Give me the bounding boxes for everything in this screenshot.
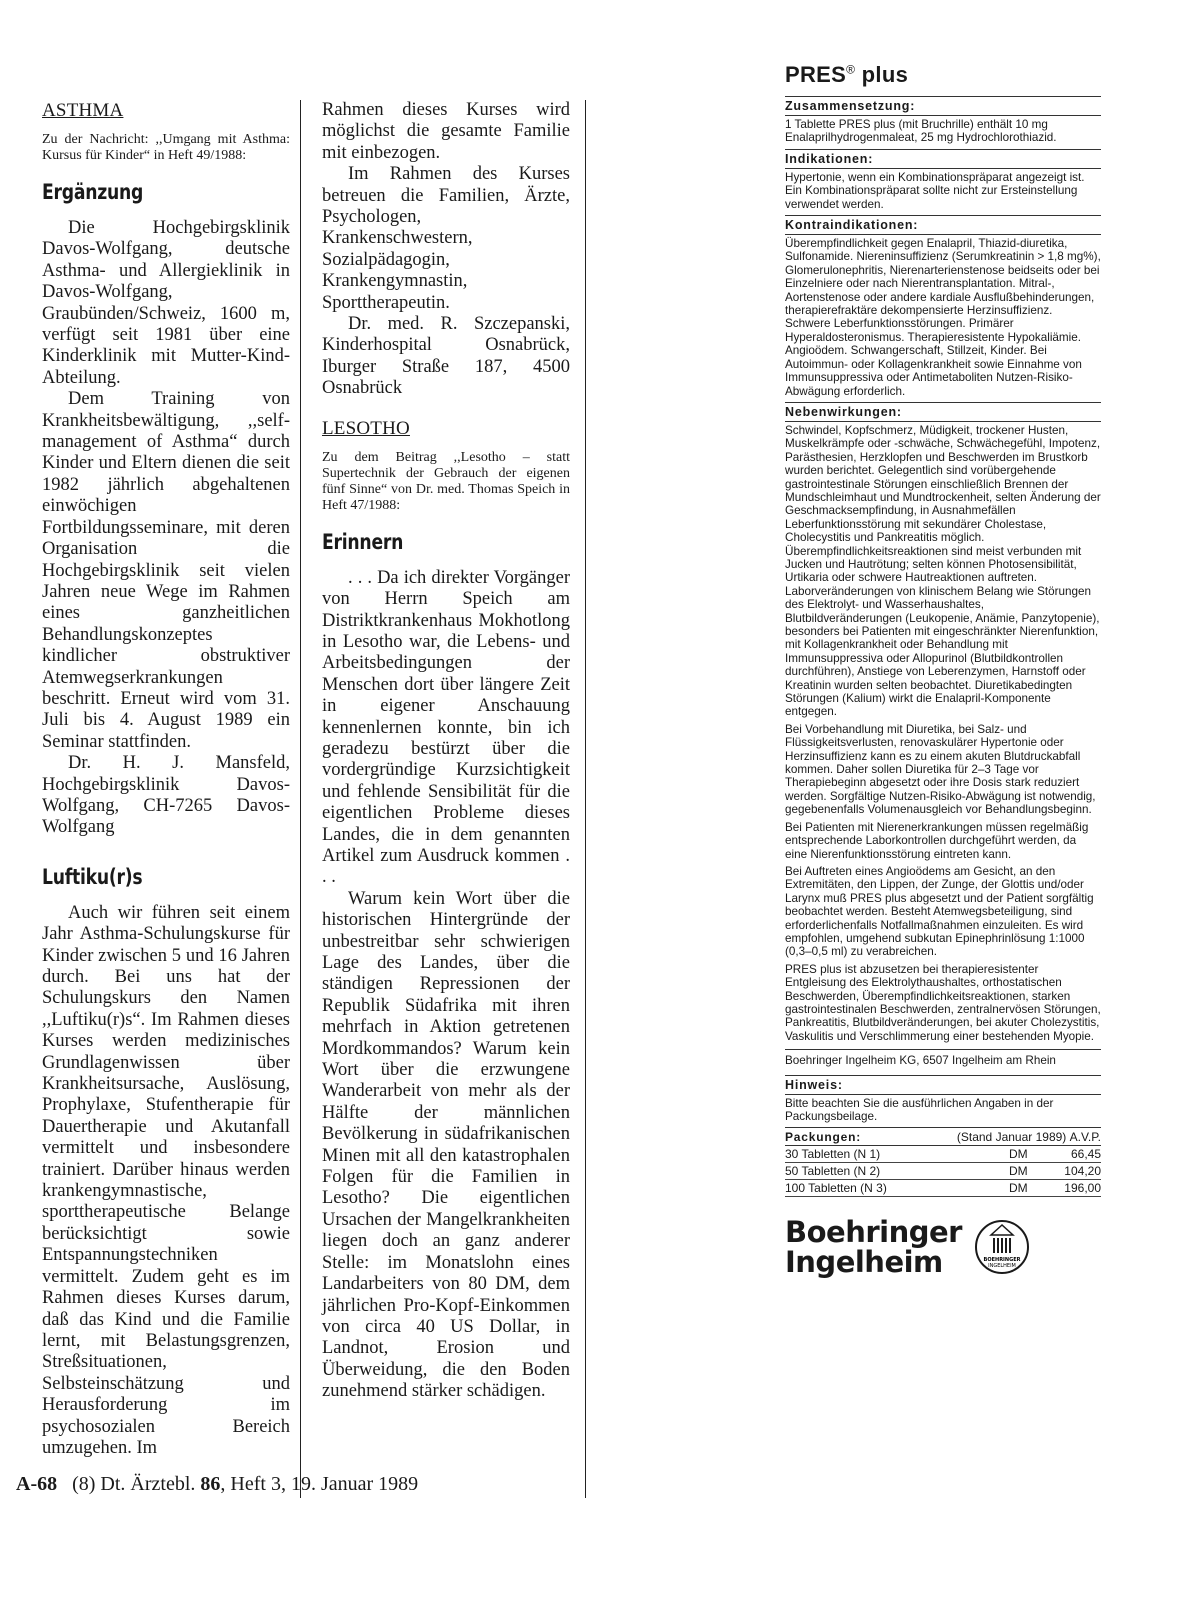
section-kontraindikationen: Kontraindikationen: Überempfindlichkeit gegen Enalapril, Thiazid-diuretika, Sulfonamide. Niereninsuffizienz (Serumkreatinin > 1,8 mg%), Glomerulonephritis, Nierenarterienstenose beidseits oder bei Einzelniere oder nach Nierentransplantation. Mitral-, Aortenstenose oder andere kardiale Ausflußbehinderungen, therapierefraktäre dekompensierte Herzinsuffizienz. Schwere Leberfunktionsstörungen. Primärer Hyperaldosteronismus. Therapieresistente Hypokaliämie. Angioödem. Schwangerschaft, Stillzeit, Kinder. Bei Autoimmun- oder Kollagenkrankheit sowie Einnahme von Immunsuppressiva oder Antimetaboliten Nutzen-Risiko-Abwägung erforderlich.	[785, 215, 1101, 398]
paragraph: Warum kein Wort über die historischen Hintergründe der unbestreitbar sehr schwierigen Lage des Landes, über die ständigen Repressionen der Republik Südafrika mit ihren mehrfach in Aktion getretenen Mordkommandos? Warum kein Wort über die erzwungene Wanderarbeit von mehr als der Hälfte der männlichen Bevölkerung in südafrikanischen Minen mit all den katastrophalen Folgen für die Familien in Lesotho? Die eigentlichen Ursachen der Mangelkrankheiten liegen doch an ganz anderer Stelle: im Monatslohn eines Landarbeiters von 80 DM, dem jährlichen Pro-Kopf-Einkommen von circa 40 US Dollar, in Landnot, Erosion und Überweidung, die den Boden zunehmend stärker schädigen.	[322, 888, 570, 1402]
logo-text-line1: Boehringer	[785, 1215, 962, 1250]
company-line: Boehringer Ingelheim KG, 6507 Ingelheim am Rhein	[785, 1049, 1101, 1071]
warning-paragraph: PRES plus ist abzusetzen bei therapieresistenter Entgleisung des Elektrolythaushaltes, orthostatischen Beschwerden, Überempfindlichkeitsreaktionen, starken gastrointestinalen Beschwerden, zentralnervösen Störungen, Pankreatitis, Blutbildveränderungen, bei akuter Cholezystitis, Vaskulitis und Verschlimmerung einer bestehenden Myopie.	[785, 962, 1101, 1043]
letters-column-2	[322, 100, 570, 1403]
rubric-asthma: ASTHMA	[42, 100, 124, 121]
column-divider-left	[300, 100, 301, 1498]
paragraph: Im Rahmen des Kurses betreuen die Familien, Ärzte, Psychologen, Krankenschwestern, Sozialpädagogin, Krankengymnastin, Sporttherapeutin.	[322, 164, 570, 313]
article-body	[322, 100, 570, 400]
section-indikationen: Indikationen: Hypertonie, wenn ein Kombinationspräparat angezeigt ist. Ein Kombinationspräparat sollte nicht zur Ersteinstellung verwendet werden.	[785, 149, 1101, 211]
package-row: 100 Tabletten (N 3) DM 196,00	[785, 1181, 1101, 1196]
svg-text:BOEHRINGER: BOEHRINGER	[983, 1257, 1021, 1264]
packages-header: Packungen: (Stand Januar 1989) A.V.P.	[785, 1130, 1101, 1145]
page-number: A-68	[16, 1473, 58, 1495]
article-body	[322, 568, 570, 1403]
headline-ergaenzung: Ergänzung	[42, 180, 144, 204]
reference-note: Zu der Nachricht: ,,Umgang mit Asthma: Kursus für Kinder“ in Heft 49/1988:	[42, 132, 290, 163]
signature: Dr. med. R. Szczepanski, Kinderhospital Osnabrück, Iburger Straße 187, 4500 Osnabrück	[322, 314, 570, 399]
package-row: 30 Tabletten (N 1) DM 66,45	[785, 1147, 1101, 1162]
pres-plus-advertisement	[785, 62, 1101, 1280]
company-seal-icon	[974, 1219, 1030, 1275]
paragraph: . . . Da ich direkter Vorgänger von Herrn Speich am Distriktkrankenhaus Mokhotlong in Lesotho war, die Lebens- und Arbeitsbedingungen der Menschen dort über längere Zeit in eigener Anschauung kennenlernen konnte, bin ich geradezu bestürzt über die vordergründige Kurzsichtigkeit und fehlende Sensibilität für die eigentlichen Probleme dieses Landes, die in dem genannten Artikel zum Ausdruck kommen . . .	[322, 567, 570, 888]
warning-paragraph: Bei Vorbehandlung mit Diuretika, bei Salz- und Flüssigkeitsverlusten, renovaskulärer Hypertonie oder Herzinsuffizienz kann es zu einem akuten Blutdruckabfall kommen. Daher sollen Diuretika für 2–3 Tage vor Therapiebeginn abgesetzt oder ihre Dosis stark reduziert werden. Sorgfältige Nutzen-Risiko-Abwägung ist notwendig, gegebenenfalls Volumenausgleich vor Behandlungsbeginn.	[785, 722, 1096, 817]
rubric-lesotho: LESOTHO	[322, 417, 410, 439]
letters-column-1	[42, 100, 290, 1459]
signature: Dr. H. J. Mansfeld, Hochgebirgsklinik Davos-Wolfgang, CH-7265 Davos-Wolfgang	[42, 753, 290, 838]
article-body	[42, 218, 290, 839]
column-divider-right	[585, 100, 586, 1498]
section-hinweis: Hinweis: Bitte beachten Sie die ausführlichen Angaben in der Packungsbeilage.	[785, 1075, 1101, 1124]
paragraph: Dem Training von Krankheitsbewältigung, ,,self-management of Asthma“ durch Kinder und Eltern dienen die seit 1982 jährlich abgehaltenen einwöchigen Fortbildungsseminare, mit deren Organisation die Hochgebirgsklinik seit vielen Jahren neue Wege im Rahmen eines ganzheitlichen Behandlungskonzeptes kindlicher obstruktiver Atemwegserkrankungen beschritt. Erneut wird vom 31. Juli bis 4. August 1989 ein Seminar stattfinden.	[42, 389, 290, 752]
reference-note: Zu dem Beitrag ,,Lesotho – statt Supertechnik der Gebrauch der eigenen fünf Sinne“ von Dr. med. Thomas Speich in Heft 47/1988:	[322, 449, 570, 513]
section-packungen	[785, 1127, 1101, 1197]
section-zusammensetzung: Zusammensetzung: 1 Tablette PRES plus (mit Bruchrille) enthält 10 mg Enalaprilhydrogenmaleat, 25 mg Hydrochlorothiazid.	[785, 96, 1101, 145]
paragraph: Auch wir führen seit einem Jahr Asthma-Schulungskurse für Kinder zwischen 5 und 16 Jahren durch. Bei uns hat der Schulungskurs den Namen ,,Luftiku(r)s“. Im Rahmen dieses Kurses werden medizinisches Grundlagenwissen über Krankheitsursache, Auslösung, Prophylaxe, Stufentherapie für Dauertherapie und Akutanfall vermittelt und insbesondere trainiert. Darüber hinaus werden krankengymnastische, sporttherapeutische Belange berücksichtigt sowie Entspannungstechniken vermittelt. Zudem geht es im Rahmen dieses Kurses darum, daß das Kind und die Familie lernt, mit Belastungsgrenzen, Streßsituationen, Selbsteinschätzung und Herausforderung im psychosozialen Bereich umzugehen. Im	[42, 902, 290, 1458]
paragraph: Rahmen dieses Kurses wird möglichst die gesamte Familie mit einbezogen.	[322, 100, 570, 163]
product-name: PRES® plus	[785, 62, 909, 87]
page-footer: A-68 (8) Dt. Ärztebl. 86, Heft 3, 19. Januar 1989	[16, 1473, 419, 1495]
paragraph: Die Hochgebirgsklinik Davos-Wolfgang, deutsche Asthma- und Allergieklinik in Davos-Wolfgang, Graubünden/Schweiz, 1600 m, verfügt seit 1981 über eine Kinderklinik mit Mutter-Kind-Abteilung.	[42, 218, 290, 388]
warning-paragraph: Bei Auftreten eines Angioödems am Gesicht, an den Extremitäten, den Lippen, der Zunge, der Glottis und/oder Larynx muß PRES plus abgesetzt und der Patient sorgfältig beobachtet werden. Besteht Atemwegsbeteiligung, sind erforderlichenfalls Notfallmaßnahmen einzuleiten. Es wird empfohlen, umgehend subkutan Epinephrinlösung 1:1000 (0,3–0,5 ml) zu verabreichen.	[785, 864, 1094, 959]
logo-text-line2: Ingelheim	[785, 1245, 943, 1280]
volume-number: 86	[200, 1473, 221, 1495]
svg-text:INGELHEIM: INGELHEIM	[988, 1263, 1016, 1270]
section-nebenwirkungen: Nebenwirkungen: Schwindel, Kopfschmerz, Müdigkeit, trockener Husten, Muskelkrämpfe oder -schwäche, Schwächegefühl, Impotenz, Parästhesien, Herzklopfen und Beschwerden im Brustkorb wurden berichtet. Gelegentlich sind vorübergehende gastrointestinale Störungen einschließlich Brennen der Mundschleimhaut und Mundtrockenheit, selten Änderung der Geschmacksempfindung, in Ausnahmefällen Leberfunktionsstörung mit sekundärer Cholestase, Cholecystitis und Pankreatitis möglich. Überempfindlichkeitsreaktionen sind meist verbunden mit Jucken und Hautrötung; selten können Photosensibilität, Urtikaria oder schwere Hautreaktionen auftreten. Laborveränderungen von klinischem Belang wie Störungen des Elektrolyt- und Wasserhaushaltes, Blutbildveränderungen (Leukopenie, Anämie, Panzytopenie), besonders bei Patienten mit eingeschränkter Nierenfunktion, mit Kollagenkrankheit oder Behandlung mit Immunsuppressiva oder Allopurinol (Blutbildkontrollen durchführen), Anstiege von Leberenzymen, Harnstoff oder Kreatinin wurden selten beobachtet. Diuretikabedingten Störungen (Kalium) wirkt die Enalapril-Komponente entgegen. Bei Vorbehandlung mit Diuretika, bei Salz- und Flüssigkeitsverlusten, renovaskulärer Hypertonie oder Herzinsuffizienz kann es zu einem akuten Blutdruckabfall kommen. Daher sollen Diuretika für 2–3 Tage vor Therapiebeginn abgesetzt oder ihre Dosis stark reduziert werden. Sorgfältige Nutzen-Risiko-Abwägung ist notwendig, gegebenenfalls Volumenausgleich vor Behandlungsbeginn. Bei Patienten mit Nierenerkrankungen müssen regelmäßig entsprechende Laborkontrollen durchgeführt werden, da eine Nierenfunktionsstörung eintreten kann. Bei Auftreten eines Angioödems am Gesicht, an den Extremitäten, den Lippen, der Zunge, der Glottis und/oder Larynx muß PRES plus abgesetzt und der Patient sorgfältig beobachtet werden. Besteht Atemwegsbeteiligung, sind erforderlichenfalls Notfallmaßnahmen einzuleiten. Es wird empfohlen, umgehend subkutan Epinephrinlösung 1:1000 (0,3–0,5 ml) zu verabreichen. PRES plus ist abzusetzen bei therapieresistenter Entgleisung des Elektrolythaushaltes, orthostatischen Beschwerden, Überempfindlichkeitsreaktionen, starken gastrointestinalen Beschwerden, zentralnervösen Störungen, Pankreatitis, Blutbildveränderungen, bei akuter Cholezystitis, Vaskulitis und Verschlimmerung einer bestehenden Myopie. Boehringer Ingelheim KG, 6507 Ingelheim am Rhein	[785, 402, 1101, 1072]
headline-luftikurs: Luftiku(r)s	[42, 864, 143, 889]
warning-paragraph: Bei Patienten mit Nierenerkrankungen müssen regelmäßig entsprechende Laborkontrollen durchgeführt werden, da eine Nierenfunktionsstörung eintreten kann.	[785, 820, 1089, 861]
boehringer-logo	[785, 1215, 1101, 1280]
article-body	[42, 903, 290, 1460]
package-row: 50 Tabletten (N 2) DM 104,20	[785, 1164, 1101, 1179]
headline-erinnern: Erinnern	[322, 529, 404, 554]
